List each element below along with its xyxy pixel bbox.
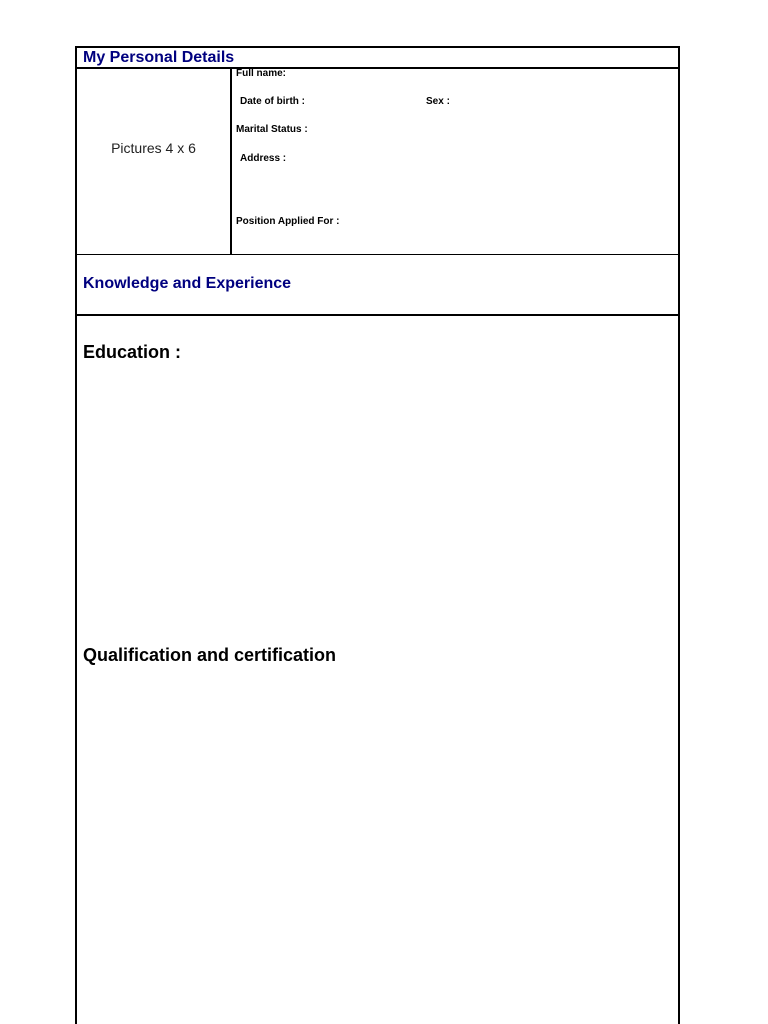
address-label: Address : xyxy=(240,153,287,164)
education-heading: Education : xyxy=(83,342,181,362)
personal-details-form xyxy=(75,46,680,1024)
full-name-label: Full name: xyxy=(236,68,287,79)
knowledge-experience-row xyxy=(77,255,678,316)
qualification-heading: Qualification and certification xyxy=(83,645,337,665)
marital-status-label: Marital Status : xyxy=(236,124,308,135)
photo-label: Pictures 4 x 6 xyxy=(111,140,196,156)
date-of-birth-label: Date of birth : xyxy=(240,96,305,107)
form-title: My Personal Details xyxy=(83,49,235,66)
knowledge-experience-heading: Knowledge and Experience xyxy=(83,275,292,292)
position-applied-label: Position Applied For : xyxy=(236,216,340,227)
personal-info-row xyxy=(77,69,678,255)
form-title-row xyxy=(77,48,678,69)
sex-label: Sex : xyxy=(426,96,450,107)
photo-placeholder xyxy=(77,69,232,254)
details-body xyxy=(77,316,678,1016)
